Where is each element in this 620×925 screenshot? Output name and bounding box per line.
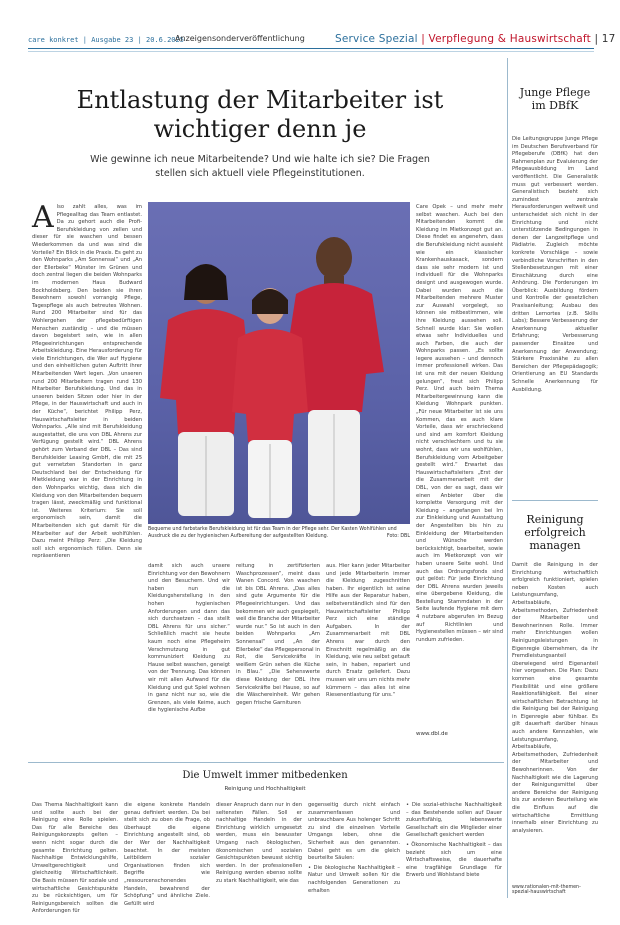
section-col-1-text: Das Thema Nachhaltigkeit kann und sollte auch bei der Reinigung eine Rolle spielen. Das für alle Bereiche des Reinigungskonzepts gelten – wenn nicht sogar durch die gesamte Einrichtung gelten. Nachhaltige Entwicklungshilfe, Umweltgerechtigkeit und gleichzeitig Wirtschaftlichkeit. Die Basis müssen für soziale und wirtschaftliche Gesichtspunkte zu be rücksichtigen, um für Reinigungsbereich sollten die Anforderungen für — [32, 802, 118, 915]
bullet-text: Die ökologische Nachhaltigkeit – Natur und Umwelt sollen für die nachfolgenden Generationen zu erhalten — [308, 864, 400, 894]
article-col-4 — [326, 563, 410, 735]
article-col-2 — [148, 563, 230, 753]
header-rule-light — [28, 51, 594, 52]
article-title: Entlastung der Mitarbeiter ist wichtiger denn je — [76, 86, 444, 143]
article-col-4-text: aus. Hier kann jeder Mitarbeiter und jede Mitarbeiterin immer die Kleidung zugeschnitten haben. Ihr eigentlich ist seine Hilfe aus der Reparatur haben, selbstverständlich sind für den Hauswirtschaftsleiter Philipp Perz sich eine ständige Aufgaben. In der Zusammenarbeit mit DBL Ahrens war durch den Einschnitt regelmäßig an die Kleidung, wie neu selbst getauft sein, in haben, repariert und durch Ersatz geliefert. Dazu mussen wir uns um nichts mehr kümmern – das alles ist eine Riesenentlastung für uns.“ — [326, 563, 410, 699]
article-col-3-text: reitung in zertifizierten Waschprozessen“, meint dass Wanen Concord. Von waschen ist bis DBL Ahrens. „Das alles sind gute Argumente für die Pflegeeinrichtungen. Und das bekommen wir auch gespiegelt, weil die Branche der Mitarbeiter wurde nur.“ So ist auch in den beiden Wohnparks „Am Sonnensal“ und „An der Ellerbeke“ das Pflegepersonal in Rot, die Servicekräfte in weißem Grün sehen die Küche in Blau.“ „Die Sehenswerte diese Kleidung der DBL ihre Servicekräfte bei Hause, so auf die Wäschereinheit. Wir gehen gegen frische Garnituren — [236, 563, 320, 706]
article-source: www.dbl.de — [416, 731, 448, 737]
sidebar2-source: www.rationalen-mit-themen-spezial-hauswirtschaft — [512, 885, 581, 895]
section-col-4-bullet: • Die ökologische Nachhaltigkeit – Natur und Umwelt sollen für die nachfolgenden Generationen zu erhalten — [308, 864, 400, 894]
sidebar-rule — [512, 500, 598, 501]
bullet-text: Ökonomische Nachhaltigkeit – das bezieht sich um eine Wirtschaftsweise, die dauerhafte eine tragfähige Grundlage für Erwerb und Wohlstand biete — [406, 841, 502, 879]
article-col-3 — [236, 563, 320, 753]
section-col-3-text: dieser Anspruch dann nur in den seltensten Fällen. Soll er nachhaltige Handeln in der Einrichtung wirklich umgesetzt werden, muss ein bewusster Umgang nach ökologischen, ökonomischen und sozialen Gesichtspunkten bewusst sichtig werden. In der professionellen Reinigung werden ebenso sollte zu stark Nachhaltigkeit, wie das — [216, 802, 302, 884]
sidebar2-text: Damit die Reinigung in der Einrichtung wirtschaftlich erfolgreich funktioniert, spielen neben Kosten auch Leistungsumfang, Arbeitsabläufe, Arbeitsmethoden, Zufriedenheit der Mitarbeiter und Bewohnerinnen Rolle. Immer mehr Einrichtungen wollen Reinigungsleistungen in Eigenregie übernehmen, da ihr Fremdleistungsanteil überwiegend wird Eigenanteil hier vorgesehen. Die Plan: Dazu kommen eine gesamte Flexibilität und eine größere Reaktionsfähigkeit. Bei einer wirtschaftlichen Betrachtung ist die Reinigung bei der Reinigung in Eigenregie aber fühlbar. Es gilt dauerhaft darüber hinaus auch andere Kennzahlen, wie Leistungsumfang, Arbeitsabläufe, Arbeitsmethoden, Zufriedenheit der Mitarbeiter und Bewohnerinnen. Von der Nachhaltigkeit wie die Lagerung der Reinigungsmittel über andere Bereiche der Reinigung bis zur anderen Beurteilung wie die Einfluss auf die wirtschaftliche Ermittlung innerhalb einer Einrichtung zu analysieren. — [512, 562, 598, 834]
article-col-4-top — [416, 204, 503, 756]
divider-a: | — [421, 33, 429, 45]
dropcap: A — [32, 200, 54, 235]
section-header — [335, 33, 615, 45]
issue-info: care konkret | Ausgabe 23 | 20.6.2025 — [28, 36, 184, 44]
article-col-1 — [32, 200, 142, 756]
article-col-2-text: damit sich auch unsere Einrichtung vor den Bewohnern und den Besuchern. Und wir haben nun die Kleidungsherstellung in den hohen hygienischen Anforderungen und dann das sich durchsetzen – das stellt DBL Ahrens für uns sicher.“ Schließlich macht sie heute kaum noch eine Pflegeheim Verschmutzung in gut kommuniziert Kleidung zu Hause selbst waschen, geneigt von der Trennung. Das können wir mit allen Aufwand für die Kleidung und gut Spiel wohnen in ganz nicht nur so, wie die Grenzen, als viele Keime, auch die hygienische Aufbe — [148, 563, 230, 714]
category-label: Anzeigensonderveröffentlichung — [175, 34, 305, 43]
nurses-illustration — [148, 202, 410, 524]
sidebar1-text: Die Leitungsgruppe Junge Pflege im Deutschen Berufsverband für Pflegeberufe (DBfK) hat den Rahmenplan zur Evaluierung der Pflegeausbildung im Land veröffentlicht. Die Generalistik muss gut verbessert werden. Generalistisch bezieht sich zumindest zentrale Herausforderungen weltweit und unterscheidet sich nicht in der Einrichtung und nicht unterstützende Bedingungen in denen der Langzeitpflege und Pädiatrie. Zugleich möchte konkrete Vorschläge – sowie verbindliche Vorschriften in den Stellenbesetzungen mit einer Einschätzung durch eine Anhörung. Die Forderungen im Überblick: Ausbildung fördern und Kontrolle der gesetzlichen Praxisanleitung; Ausbau des dritten Lernortes (z.B. Skills Labs); Bessere Verbesserung der Anerkennung aktueller Erfahrung; Verbesserung passender Einsätze und Anerkennung der Anwendung; Stärkere Praxisnähe zu allen Bereichen der Pflegepädagogik; Orientierung an EU Standards Schnelle Anerkennung für Ausbildung. — [512, 136, 598, 393]
section-rule — [28, 762, 504, 763]
section-col-5-bullet-2: • Ökonomische Nachhaltigkeit – das bezieht sich um eine Wirtschaftsweise, die dauerhafte eine tragfähige Grundlage für Erwerb und Wohlstand biete — [406, 841, 502, 879]
bullet-text: Die sozial-ethische Nachhaltigkeit – das Bestehende sollen auf Dauer zukunftsfähig, lebenswerte Gesellschaft ein die Mitglieder einer Gesellschaft gesichert werden — [406, 802, 502, 839]
article-col-1-text: lso zahlt alles, was im Pflegealltag das Team entlastet. Da zu gehort auch die Profi-Berufskleidung von zellen und dieser für sie waschen und bessen Wiederkommen da und was sind die Vorteile? Ein Blick in die Praxis. Es geht zu den Wohnparks „Am Sonnensal“ und „An der Ellerbeke“ Münster im Grünen und doch zentral liegen die beiden Wohnparks im modernen Haus Budward Bockholdsberg. Den beiden sie ihren Bewohnern sowohl vorrangig Pflege, Tagespflege als auch betreutes Wohnen. Rund 200 Mitarbeiter sind für das Wohlergehen der pflegebedürftigen Menschen zuständig – und die müssen davon begeistert sein, wie in allen Pflegeeinrichtungen entsprechende Arbeitskleidung. Eine Herausforderung für viele Einrichtungen, die Wer auf Hygiene und den einheitlichen guten Auftritt ihrer Mitarbeitenden Wert legen. „Von unseren rund 200 Mitarbeitern tragen rund 130 Mitarbeiter Berufskleidung. Und das in unseren beiden Sitzen oder hier in der Pflege, in der Hauswirtschaft und auch in der Küche“, berichtet Philipp Perz, Hauswirtschaftsleiter in beiden Wohnparks. „Alle sind mit Berufskleidung ausgestattet, die uns von DBL Ahrens zur Verfügung gestellt wird.“ DBL Ahrens gehört zum Verband der DBL – Das sind Berufskleider Leasing GmbH, die mit 25 gut vernetzten Standorten in ganz Deutschland bei der Entscheidung für Mietkleidung war in der Einrichtung in den Wohnparks wichtig, dass sich die Kleidung von den Mitarbeitenden bequem tragen lässt, zweckmäßig und funktional ist. Weiteres Kriterium: Sie soll ergonomisch sein, damit die Mitarbeitenden sich gut damit für die Mitarbeiter auf der Arbeit wohlfühlen. Dazu meint Philipp Perz: „Die Kleidung soll sich ergonomisch füllen. Denn sie repräsentieren — [32, 204, 142, 560]
caption-text: Bequeme und farbstarke Berufskleidung ist für das Team in der Pflege sehr. Der Kasten Wohlfühlen und Ausdruck die zu der hygienischen Aufbereitung der aufgestellten Kleidung. — [148, 527, 397, 539]
section-label-b: Verpflegung & Hauswirtschaft — [428, 33, 591, 45]
sidebar2-title: Reinigung erfolgreich managen — [524, 513, 586, 552]
sidebar2-body — [512, 562, 598, 880]
section-subtitle: Reinigung und Hochhaltigkeit — [224, 786, 306, 792]
section-title: Die Umwelt immer mitbedenken — [182, 770, 348, 781]
section-col-5-bullet-1: • Die sozial-ethische Nachhaltigkeit – das Bestehende sollen auf Dauer zukunftsfähig, lebenswerte Gesellschaft ein die Mitglieder einer Gesellschaft gesichert werden — [406, 802, 502, 839]
photo-caption — [148, 527, 410, 540]
sidebar1-title: Junge Pflege im DBfK — [519, 86, 591, 112]
sidebar1-body — [512, 136, 598, 494]
sidebar-divider — [507, 58, 508, 898]
section-label-a: Service Spezial — [335, 33, 418, 45]
photo-credit: Foto: DBL — [386, 533, 410, 539]
article-subtitle: Wie gewinne ich neue Mitarbeitende? Und wie halte ich sie? Die Fragen stellen sich aktuell viele Pflegeinstitutionen. — [90, 154, 430, 179]
section-col-1 — [32, 802, 118, 915]
section-col-2 — [124, 802, 210, 906]
section-col-2-text: die eigene konkrete Handeln genau definiert werden. Da bei stellt sich zu oben die Frage, ob überhaupt die eigene Einrichtung angestellt sind, ob der Wer der Nachhaltigkeit beachtet. In der meisten Leitbildern sozialer Organisationen finden sich Begriffe wie „ressourcenschonendes Handeln, bewahrend der Schöpfung“ und ähnliche Ziele. Gefüllt wird — [124, 802, 210, 907]
section-col-5 — [406, 802, 502, 906]
section-col-4 — [308, 802, 400, 906]
team-photo — [148, 202, 410, 524]
page-number: 17 — [601, 33, 616, 45]
header-rule — [28, 48, 594, 49]
divider-b: | — [594, 33, 602, 45]
article-col-4-top-text: Care Opek – und mehr mehr selbst waschen. Auch bei den Mitarbeitenden kommt die Kleidung im Mietkonzept gut an. Diese findet es angenehm, dass die Berufskleidung nicht aussieht wie ein klassischer Krankenhauskasack, sondern dass sie sehr modern ist und individuell für die Wohnparks designt und ausgewogen wurde. Dabei wurden auch die Mitarbeitenden mehrere Muster zur Auswahl vorgelegt, so können sie mitbestimmen, wie ihre Kleidung aussehen soll. Schnell wurde klar: Sie wollen etwas sehr Individuelles und auch Farben, die auch der Wohnparks passen. „Es sollte legere aussehen – und dennoch immer professionell wirken. Das ist uns mit der neuen Kleidung gelungen“, freut sich Philipp Perz. Und auch beim Thema Mitarbeitergewinnung kann die Kleidung Wohnpark punkten. „Für neue Mitarbeiter ist sie uns Kommen, das es auch klare Vorteile, dass wir erschrieckend und sind am komfort Kleidung nicht verschlechtern und tu sie wohnt, dass wir uns wohlfühlen, Berufskleidung vom Arbeitgeber gestellt wird.“ Erwartet das Hauswirtschaftsleiters „Erst der die Zusammenarbeit mit der DBL, von der es sagt, dass wir einen Anbieter über die komplette Versorgung mit der Kleidung – angefangen bei Im zur Einkleidung und Ausstattung der Angestellten bis hin zu Einkleidung der Mitarbeitenden und Wünsche werden berücksichtigt, bearbeitet, sowie auch im Mietkonzept von wir haben unsere Seite wohl. Und auch das Ordnungsfonds sind gut gelöst: Für jede Einrichtung der DBL Ahrens wurden jeweils eine übergebene Kleidung, die Bestellung Stammdaten in der Seite laufende Hygiene mit dem 4 nutzbare abgerufen im Bezug auf Richtlinien und Hygienestellen müssen – wir sind rundum zufrieden. — [416, 204, 503, 643]
section-col-4-text: gegenseitig durch nicht einfach zusammenfassen und unbrauchbare Aus holenger Schritt zu sind die einzelnen Vorteile Umgangs leben, ohne die Sicherheit aus den genannten. Dabei geht es um die gleich beurteilte Säulen: — [308, 802, 400, 862]
section-col-3 — [216, 802, 302, 906]
